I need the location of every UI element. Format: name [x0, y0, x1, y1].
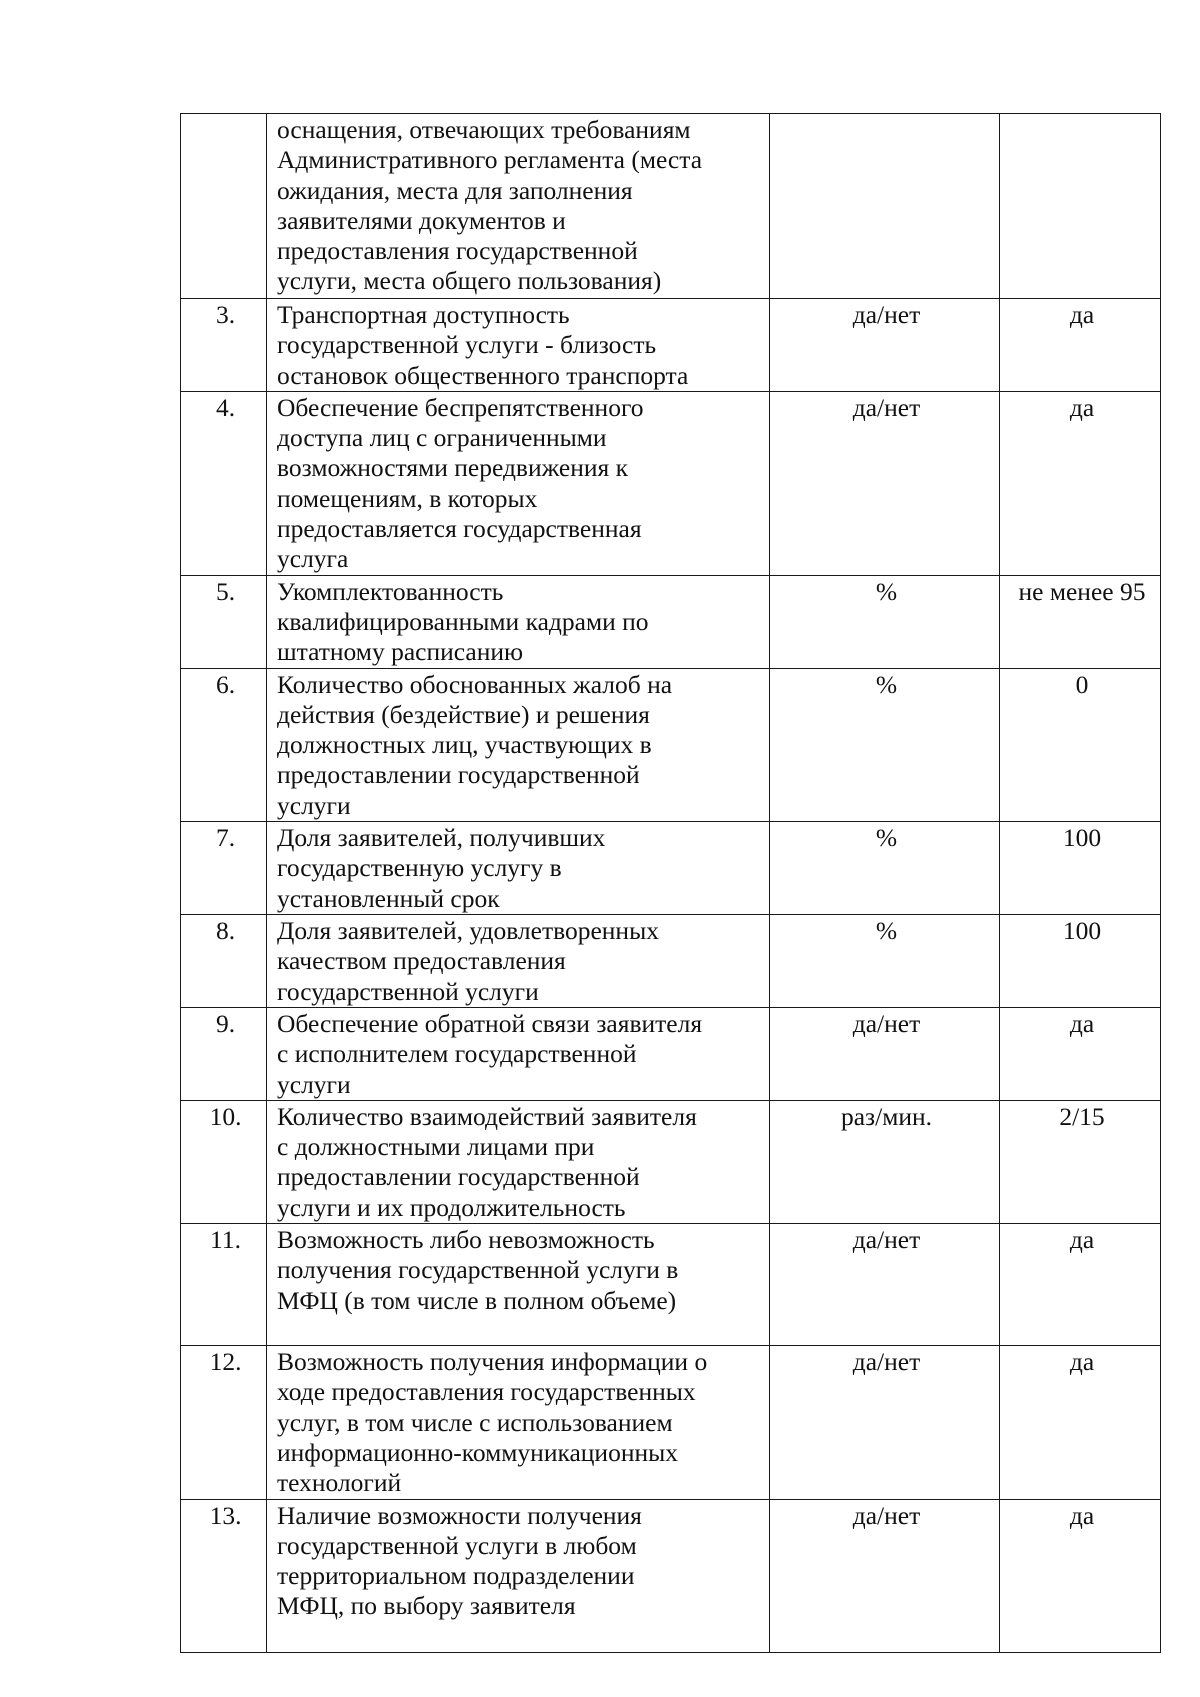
indicator-name-line: остановок общественного транспорта — [277, 360, 689, 390]
row-number-cell: 4. — [181, 391, 267, 575]
table-row — [181, 822, 1161, 915]
indicator-name-line: государственной услуги - близость — [277, 330, 657, 360]
indicator-name-line: МФЦ (в том числе в полном объеме) — [277, 1285, 677, 1315]
indicator-name-line: с должностными лицами при — [277, 1132, 595, 1162]
row-number-cell — [181, 114, 267, 299]
indicator-name-line: штатному расписанию — [277, 637, 524, 667]
indicator-name-line: услуги, места общего пользования) — [277, 266, 662, 296]
indicator-name-cell — [267, 575, 770, 668]
indicator-name-line: территориальном подразделении — [277, 1561, 635, 1591]
row-number-cell: 12. — [181, 1346, 267, 1499]
indicator-name-line: Возможность либо невозможность — [277, 1225, 655, 1255]
table-row — [181, 1100, 1161, 1223]
indicator-name-cell — [267, 1224, 770, 1346]
indicator-name-cell — [267, 391, 770, 575]
indicator-name-line: услуг, в том числе с использованием — [277, 1407, 673, 1437]
normative-value-cell: да — [1000, 1346, 1161, 1499]
indicators-table — [180, 113, 1161, 1653]
unit-cell: да/нет — [770, 1224, 1000, 1346]
indicator-name-line: МФЦ, по выбору заявителя — [277, 1591, 576, 1621]
normative-value-cell: да — [1000, 391, 1161, 575]
table-row — [181, 1346, 1161, 1499]
normative-value-cell — [1000, 114, 1161, 299]
indicator-name-cell — [267, 822, 770, 915]
row-number-cell: 7. — [181, 822, 267, 915]
indicator-name-line: Наличие возможности получения — [277, 1500, 642, 1530]
indicator-name-line: услуги и их продолжительность — [277, 1192, 626, 1222]
table-row — [181, 1499, 1161, 1652]
indicator-name-line: получения государственной услуги в — [277, 1255, 679, 1285]
row-number-cell: 9. — [181, 1007, 267, 1100]
indicator-name-line: оснащения, отвечающих требованиям — [277, 115, 691, 144]
indicator-name-cell — [267, 668, 770, 821]
unit-cell: да/нет — [770, 391, 1000, 575]
indicator-name-line: Возможность получения информации о — [277, 1347, 708, 1377]
row-number-cell: 3. — [181, 299, 267, 392]
normative-value-cell: да — [1000, 299, 1161, 392]
table-row — [181, 1224, 1161, 1346]
indicator-name-line: предоставлении государственной — [277, 1162, 640, 1192]
indicator-name-line: Количество взаимодействий заявителя — [277, 1101, 697, 1131]
indicator-name-line: установленный срок — [277, 883, 500, 913]
normative-value-cell: 2/15 — [1000, 1100, 1161, 1223]
indicator-name-line: доступа лиц с ограниченными — [277, 423, 607, 453]
row-number-cell: 13. — [181, 1499, 267, 1652]
indicator-name-line: должностных лиц, участвующих в — [277, 730, 652, 760]
indicator-name-cell — [267, 1100, 770, 1223]
unit-cell: раз/мин. — [770, 1100, 1000, 1223]
table-row — [181, 914, 1161, 1007]
indicator-name-line: Доля заявителей, получивших — [277, 823, 606, 853]
normative-value-cell: да — [1000, 1007, 1161, 1100]
indicator-name-line: Обеспечение беспрепятственного — [277, 392, 644, 422]
indicator-name-line: квалифицированными кадрами по — [277, 606, 649, 636]
unit-cell: да/нет — [770, 299, 1000, 392]
indicator-name-cell — [267, 1346, 770, 1499]
table-row — [181, 575, 1161, 668]
table-row — [181, 299, 1161, 392]
indicator-name-line: Административного регламента (места — [277, 145, 703, 175]
indicator-name-line: с исполнителем государственной — [277, 1039, 637, 1069]
normative-value-cell: не менее 95 — [1000, 575, 1161, 668]
indicator-name-line: помещениям, в которых — [277, 483, 538, 513]
unit-cell: % — [770, 575, 1000, 668]
indicator-name-cell — [267, 1499, 770, 1652]
indicator-name-line: качеством предоставления — [277, 946, 566, 976]
row-number-cell: 8. — [181, 914, 267, 1007]
indicator-name-line: услуга — [277, 544, 349, 574]
indicator-name-line: ожидания, места для заполнения — [277, 175, 633, 205]
indicator-name-line: государственной услуги — [277, 976, 539, 1006]
indicator-name-cell — [267, 914, 770, 1007]
indicator-name-line: Укомплектованность — [277, 576, 504, 606]
unit-cell: % — [770, 822, 1000, 915]
indicator-name-line: Обеспечение обратной связи заявителя — [277, 1008, 703, 1038]
unit-cell: да/нет — [770, 1499, 1000, 1652]
indicator-name-line: ходе предоставления государственных — [277, 1377, 696, 1407]
indicator-name-cell — [267, 1007, 770, 1100]
normative-value-cell: да — [1000, 1499, 1161, 1652]
indicator-name-line: Количество обоснованных жалоб на — [277, 669, 673, 699]
table-row — [181, 114, 1161, 299]
row-number-cell: 5. — [181, 575, 267, 668]
indicator-name-line: государственную услугу в — [277, 853, 562, 883]
row-number-cell: 6. — [181, 668, 267, 821]
indicator-name-line: заявителями документов и — [277, 205, 566, 235]
unit-cell: % — [770, 914, 1000, 1007]
indicator-name-line: услуги — [277, 790, 351, 820]
indicator-name-line: Доля заявителей, удовлетворенных — [277, 915, 659, 945]
indicator-name-line: информационно-коммуникационных — [277, 1437, 679, 1467]
indicator-name-line: государственной услуги в любом — [277, 1530, 637, 1560]
row-number-cell: 10. — [181, 1100, 267, 1223]
unit-cell: да/нет — [770, 1346, 1000, 1499]
normative-value-cell: 0 — [1000, 668, 1161, 821]
indicator-name-line: предоставления государственной — [277, 236, 638, 266]
indicator-name-cell — [267, 114, 770, 299]
table-row — [181, 668, 1161, 821]
indicator-name-line: возможностями передвижения к — [277, 453, 628, 483]
indicators-table-body — [181, 114, 1161, 1653]
indicator-name-line: технологий — [277, 1468, 402, 1498]
indicator-name-line: предоставлении государственной — [277, 760, 640, 790]
indicator-name-cell — [267, 299, 770, 392]
unit-cell — [770, 114, 1000, 299]
table-row — [181, 1007, 1161, 1100]
indicator-name-line: услуги — [277, 1069, 351, 1099]
unit-cell: да/нет — [770, 1007, 1000, 1100]
indicator-name-line: предоставляется государственная — [277, 514, 642, 544]
normative-value-cell: 100 — [1000, 822, 1161, 915]
indicator-name-line: действия (бездействие) и решения — [277, 699, 650, 729]
indicator-name-line: Транспортная доступность — [277, 300, 570, 329]
unit-cell: % — [770, 668, 1000, 821]
normative-value-cell: да — [1000, 1224, 1161, 1346]
row-number-cell: 11. — [181, 1224, 267, 1346]
normative-value-cell: 100 — [1000, 914, 1161, 1007]
table-row — [181, 391, 1161, 575]
